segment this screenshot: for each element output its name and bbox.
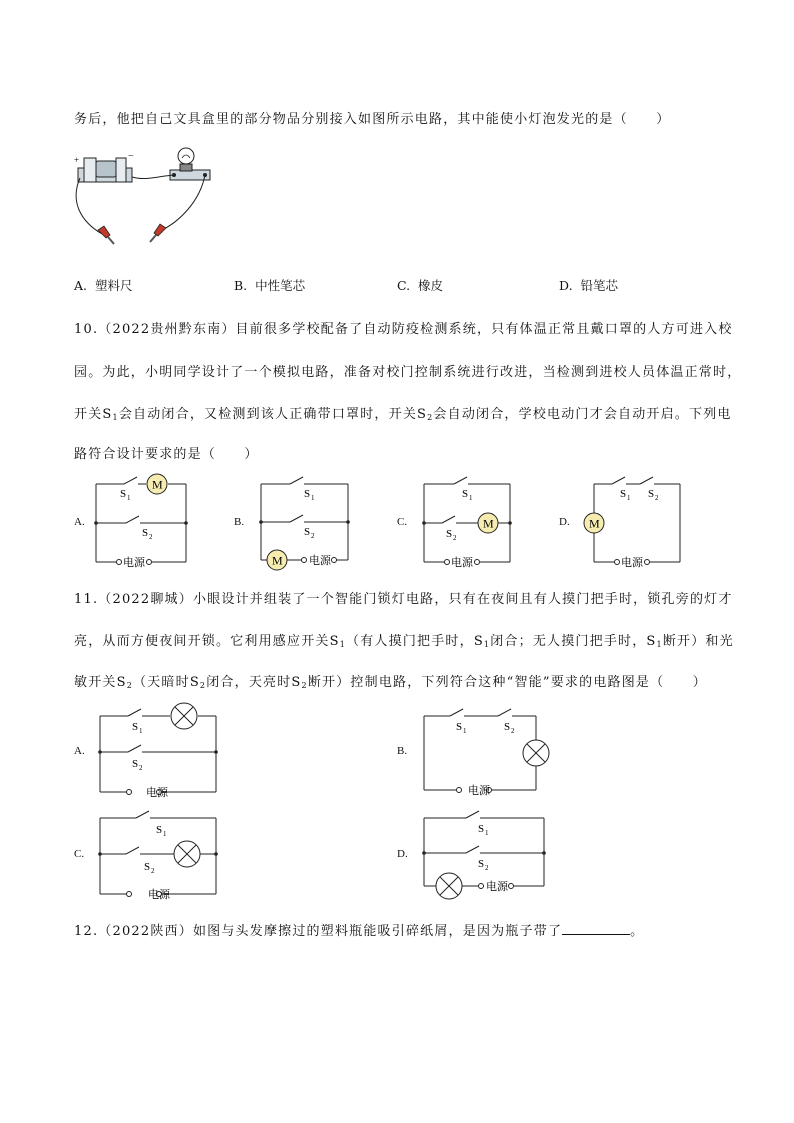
clip-right-icon bbox=[150, 224, 166, 242]
lamp-icon bbox=[171, 703, 197, 729]
q11-option-d-label[interactable]: D. bbox=[397, 848, 408, 860]
q10-circuit-a[interactable] bbox=[92, 472, 192, 572]
svg-text:2: 2 bbox=[149, 533, 153, 541]
svg-text:2: 2 bbox=[311, 532, 315, 540]
q11-option-a-label[interactable]: A. bbox=[74, 745, 85, 757]
svg-text:1: 1 bbox=[627, 494, 631, 502]
q11-option-c-label[interactable]: C. bbox=[74, 848, 85, 860]
bulb-icon bbox=[170, 148, 210, 180]
q10-line2: 园。为此，小明同学设计了一个模拟电路，准备对校门控制系统进行改进，当检测到进校人员体温正常时， bbox=[74, 365, 742, 380]
q9-option-b[interactable]: B. 中性笔芯 bbox=[234, 278, 306, 293]
svg-text:S: S bbox=[132, 758, 139, 770]
svg-text:2: 2 bbox=[511, 727, 515, 735]
lamp-icon bbox=[436, 873, 462, 899]
svg-text:M: M bbox=[589, 516, 600, 531]
svg-text:1: 1 bbox=[485, 829, 489, 837]
q10-option-b-label[interactable]: B. bbox=[234, 516, 245, 528]
svg-text:+: + bbox=[74, 155, 80, 165]
q9-stem: 务后，他把自己文具盒里的部分物品分别接入如图所示电路，其中能使小灯泡发光的是（ ） bbox=[74, 112, 671, 127]
q11-line1: 11.（2022聊城）小眼设计并组装了一个智能门锁灯电路，只有在夜间且有人摸门把手时，锁孔旁的灯才 bbox=[74, 592, 733, 607]
q10-circuit-b[interactable] bbox=[256, 472, 366, 582]
svg-text:2: 2 bbox=[485, 864, 489, 872]
q11-circuit-d[interactable] bbox=[420, 810, 560, 900]
lamp-icon bbox=[174, 841, 200, 867]
svg-text:−: − bbox=[128, 151, 134, 162]
svg-text:1: 1 bbox=[311, 494, 315, 502]
svg-text:电源: 电源 bbox=[148, 889, 170, 900]
svg-text:S: S bbox=[620, 488, 627, 500]
svg-text:S: S bbox=[446, 528, 453, 540]
svg-text:1: 1 bbox=[163, 830, 167, 838]
q12-answer-blank[interactable] bbox=[562, 924, 630, 935]
svg-text:M: M bbox=[483, 516, 494, 531]
svg-text:S: S bbox=[304, 526, 311, 538]
svg-text:2: 2 bbox=[453, 534, 457, 542]
svg-text:1: 1 bbox=[127, 494, 131, 502]
q10-circuit-c[interactable] bbox=[420, 472, 530, 572]
svg-text:S: S bbox=[504, 721, 511, 733]
svg-text:S: S bbox=[478, 858, 485, 870]
svg-text:S: S bbox=[156, 824, 163, 836]
q12-line: 12.（2022陕西）如图与头发摩擦过的塑料瓶能吸引碎纸屑，是因为瓶子带了 。 bbox=[74, 924, 645, 939]
battery-holder-icon bbox=[74, 151, 134, 182]
q11-circuit-c[interactable] bbox=[96, 810, 226, 900]
q9-option-a[interactable]: A. 塑料尺 bbox=[74, 278, 133, 293]
svg-text:2: 2 bbox=[151, 867, 155, 875]
svg-text:S: S bbox=[142, 527, 149, 539]
motor-label: M bbox=[152, 477, 163, 492]
svg-text:2: 2 bbox=[655, 494, 659, 502]
svg-text:电源: 电源 bbox=[309, 555, 331, 567]
svg-text:电源: 电源 bbox=[123, 557, 145, 569]
q11-circuit-b[interactable] bbox=[420, 702, 560, 802]
svg-text:电源: 电源 bbox=[621, 557, 643, 569]
q10-line1: 10.（2022贵州黔东南）目前很多学校配备了自动防疫检测系统，只有体温正常且戴口罩的人方可进入校 bbox=[74, 322, 733, 337]
svg-text:电源: 电源 bbox=[486, 881, 508, 893]
q9-circuit-figure bbox=[70, 146, 220, 246]
svg-text:S: S bbox=[456, 721, 463, 733]
svg-text:S: S bbox=[648, 488, 655, 500]
q10-option-a-label[interactable]: A. bbox=[74, 516, 85, 528]
q11-option-b-label[interactable]: B. bbox=[397, 745, 408, 757]
q9-option-d[interactable]: D. 铅笔芯 bbox=[559, 278, 619, 293]
q11-line2: 亮，从而方便夜间开锁。它利用感应开关$S_1$（有人摸门把手时，$S_1$闭合；无人摸门把手时，$S_1$断开）和光 bbox=[74, 634, 734, 649]
q10-option-d-label[interactable]: D. bbox=[559, 516, 570, 528]
svg-text:S: S bbox=[144, 861, 151, 873]
svg-text:1: 1 bbox=[463, 727, 467, 735]
q11-circuit-a[interactable] bbox=[96, 702, 226, 802]
svg-text:电源: 电源 bbox=[468, 785, 490, 797]
svg-text:S: S bbox=[132, 721, 139, 733]
svg-text:M: M bbox=[272, 553, 283, 568]
svg-text:S: S bbox=[478, 823, 485, 835]
svg-text:1: 1 bbox=[469, 494, 473, 502]
svg-text:S: S bbox=[462, 488, 469, 500]
svg-text:S: S bbox=[120, 488, 127, 500]
q10-option-c-label[interactable]: C. bbox=[397, 516, 408, 528]
svg-text:S: S bbox=[304, 488, 311, 500]
svg-text:1: 1 bbox=[139, 727, 143, 735]
q10-line4: 路符合设计要求的是（ ） bbox=[74, 447, 259, 462]
lamp-icon bbox=[523, 740, 549, 766]
q11-line3: 敏开关$S_2$（天暗时$S_2$闭合，天亮时$S_2$断开）控制电路，下列符合这种“智能”要求的电路图是（ ） bbox=[74, 675, 707, 690]
q10-line3: 开关$S_1$会自动闭合，又检测到该人正确带口罩时，开关$S_2$会自动闭合，学校电动门才会自动开启。下列电 bbox=[74, 407, 732, 422]
svg-text:电源: 电源 bbox=[451, 557, 473, 569]
q9-option-c[interactable]: C. 橡皮 bbox=[397, 278, 444, 293]
svg-text:电源: 电源 bbox=[146, 787, 168, 799]
q10-circuit-d[interactable] bbox=[582, 472, 692, 572]
svg-text:2: 2 bbox=[139, 764, 143, 772]
clip-left-icon bbox=[98, 226, 114, 244]
